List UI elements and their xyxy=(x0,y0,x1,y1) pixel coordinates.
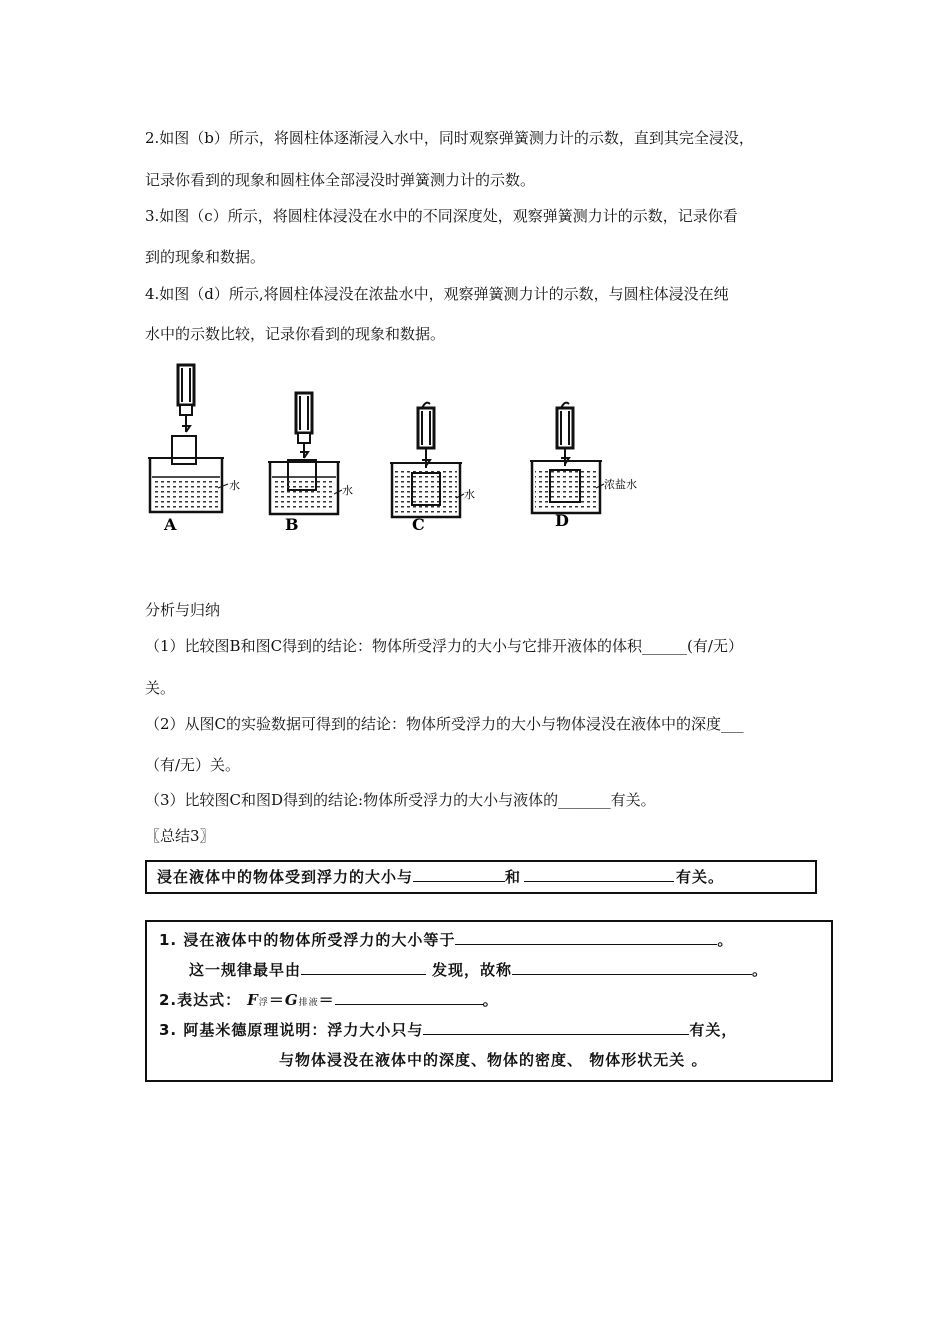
setup-c xyxy=(390,403,464,517)
setup-a xyxy=(148,365,228,512)
label-c: C xyxy=(412,515,425,534)
summary-heading: 〖总结3〗 xyxy=(145,827,215,845)
question-3: （3）比较图C和图D得到的结论:物体所受浮力的大小与液体的_______有关。 xyxy=(145,791,656,809)
archimedes-line-5: 与物体浸没在液体中的深度、物体的密度、 物体形状无关 。 xyxy=(279,1051,708,1069)
liquid-label-a: 水 xyxy=(229,479,240,492)
question-2-line-1: （2）从图C的实验数据可得到的结论：物体所受浮力的大小与物体浸没在液体中的深度___ xyxy=(145,715,744,733)
blank-factor-1[interactable] xyxy=(413,867,505,882)
question-1-line-1: （1）比较图B和图C得到的结论：物体所受浮力的大小与它排开液体的体积______(有/无） xyxy=(145,637,743,655)
analysis-heading: 分析与归纳 xyxy=(145,601,221,619)
liquid-label-b: 水 xyxy=(342,484,353,497)
setup-d xyxy=(530,403,604,513)
summary-box-1 xyxy=(145,860,817,894)
label-d: D xyxy=(555,511,569,530)
blank-principle-name[interactable] xyxy=(512,960,752,975)
step-2-line-1: 2.如图（b）所示，将圆柱体逐渐浸入水中，同时观察弹簧测力计的示数，直到其完全浸没， xyxy=(145,129,754,147)
step-2-line-2: 记录你看到的现象和圆柱体全部浸没时弹簧测力计的示数。 xyxy=(145,171,536,189)
label-b: B xyxy=(285,515,299,534)
archimedes-box xyxy=(145,920,833,1082)
blank-depends-on[interactable] xyxy=(423,1020,689,1035)
blank-discoverer[interactable] xyxy=(301,960,426,975)
archimedes-line-4: 3. 阿基米德原理说明：浮力大小只与 有关， xyxy=(159,1021,738,1039)
blank-equals[interactable] xyxy=(455,930,717,945)
liquid-label-c: 水 xyxy=(464,488,475,501)
archimedes-line-1: 1. 浸在液体中的物体所受浮力的大小等于 。 xyxy=(159,931,734,949)
step-3-line-2: 到的现象和数据。 xyxy=(145,248,266,266)
archimedes-line-2: 这一规律最早由 发现，故称 。 xyxy=(189,961,769,979)
setup-b xyxy=(268,393,342,514)
experiment-figure xyxy=(130,360,660,540)
question-2-line-2: （有/无）关。 xyxy=(145,756,241,774)
step-3-line-1: 3.如图（c）所示，将圆柱体浸没在水中的不同深度处，观察弹簧测力计的示数，记录你看 xyxy=(145,207,738,225)
label-a: A xyxy=(164,515,177,534)
blank-expression[interactable] xyxy=(335,990,483,1005)
question-1-line-2: 关。 xyxy=(145,679,176,697)
summary-box-1-line: 浸在液体中的物体受到浮力的大小与 和 有关。 xyxy=(157,868,725,886)
liquid-label-d: 浓盐水 xyxy=(604,478,637,491)
step-4-line-1: 4.如图（d）所示,将圆柱体浸没在浓盐水中，观察弹簧测力计的示数，与圆柱体浸没在纯 xyxy=(145,285,729,303)
blank-factor-2[interactable] xyxy=(524,867,674,882)
step-4-line-2: 水中的示数比较，记录你看到的现象和数据。 xyxy=(145,325,446,343)
archimedes-line-3: 2.表达式： F浮＝G排液＝ 。 xyxy=(159,991,499,1009)
